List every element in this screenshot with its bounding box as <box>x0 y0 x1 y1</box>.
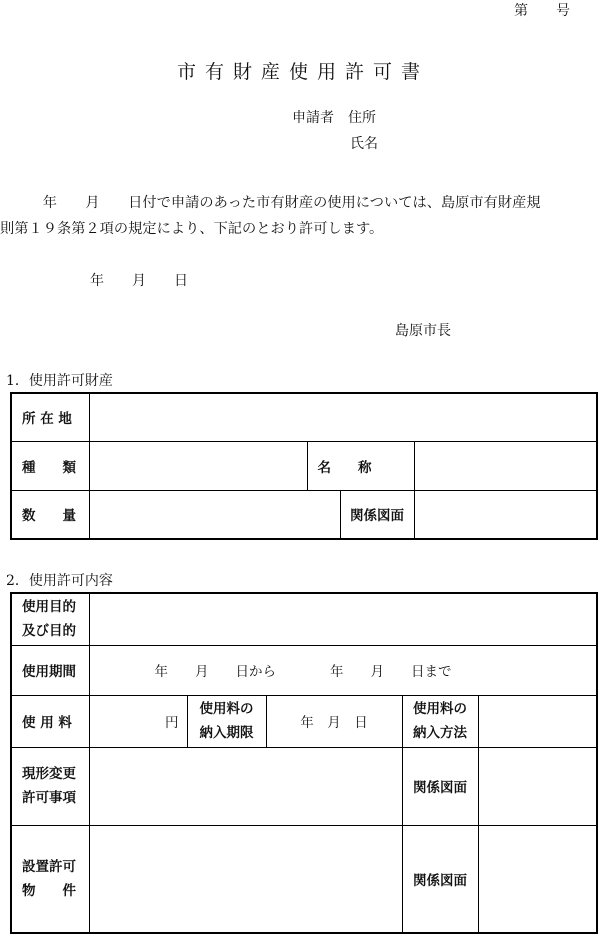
body-text-line-2: 則第１９条第２項の規定により、下記のとおり許可します。 <box>0 221 384 237</box>
name-label: 名 称 <box>307 441 414 490</box>
install-drawing-field[interactable] <box>478 825 597 933</box>
alteration-label <box>11 747 89 825</box>
install-label <box>11 825 89 933</box>
install-label-line2: 物 件 <box>22 882 76 899</box>
period-label: 使用期間 <box>11 645 89 695</box>
location-field[interactable] <box>89 393 597 441</box>
period-value[interactable]: 年 月 日から 年 月 日まで <box>89 645 597 695</box>
location-label: 所 在 地 <box>11 393 89 441</box>
alteration-label-line1: 現形変更 <box>22 766 76 782</box>
kind-field[interactable] <box>89 441 307 490</box>
fee-unit[interactable]: 円 <box>89 695 187 747</box>
kind-label: 種 類 <box>11 441 89 490</box>
drawing-field[interactable] <box>414 490 597 539</box>
section1-heading: 1．使用許可財産 <box>6 373 113 389</box>
usage-table <box>10 592 598 934</box>
fee-method-label <box>402 695 478 747</box>
applicant-name-label: 氏名 <box>350 136 378 152</box>
document-title: 市有財産使用許可書 <box>176 61 429 83</box>
install-field[interactable] <box>89 825 402 933</box>
purpose-label-line1: 使用目的 <box>22 599 76 616</box>
fee-method-label-line1: 使用料の <box>413 701 467 717</box>
alteration-drawing-field[interactable] <box>478 747 597 825</box>
drawing-label: 関係図面 <box>340 490 414 539</box>
purpose-label <box>11 593 89 645</box>
install-label-line1: 設置許可 <box>22 858 76 875</box>
applicant-address-label: 申請者 住所 <box>292 110 376 126</box>
alteration-field[interactable] <box>89 747 402 825</box>
purpose-field[interactable] <box>89 593 597 645</box>
install-drawing-label: 関係図面 <box>402 825 478 933</box>
quantity-field[interactable] <box>89 490 340 539</box>
fee-deadline-date[interactable]: 年 月 日 <box>266 695 402 747</box>
fee-deadline-label <box>187 695 266 747</box>
alteration-label-line2: 許可事項 <box>22 790 76 806</box>
document-number: 第 号 <box>514 3 570 19</box>
section2-heading: 2．使用許可内容 <box>6 573 113 589</box>
issuer-name: 島原市長 <box>395 323 451 339</box>
property-table <box>10 392 598 540</box>
quantity-label: 数 量 <box>11 490 89 539</box>
fee-method-field[interactable] <box>478 695 597 747</box>
permit-date: 年 月 日 <box>90 273 188 289</box>
fee-label: 使 用 料 <box>11 695 89 747</box>
body-text-line-1: 年 月 日付で申請のあった市有財産の使用については、島原市有財産規 <box>0 195 541 211</box>
name-field[interactable] <box>414 441 597 490</box>
alteration-drawing-label: 関係図面 <box>402 747 478 825</box>
fee-deadline-label-line2: 納入期限 <box>199 725 254 741</box>
purpose-label-line2: 及び目的 <box>22 623 76 640</box>
fee-deadline-label-line1: 使用料の <box>199 701 254 717</box>
fee-method-label-line2: 納入方法 <box>413 725 467 741</box>
